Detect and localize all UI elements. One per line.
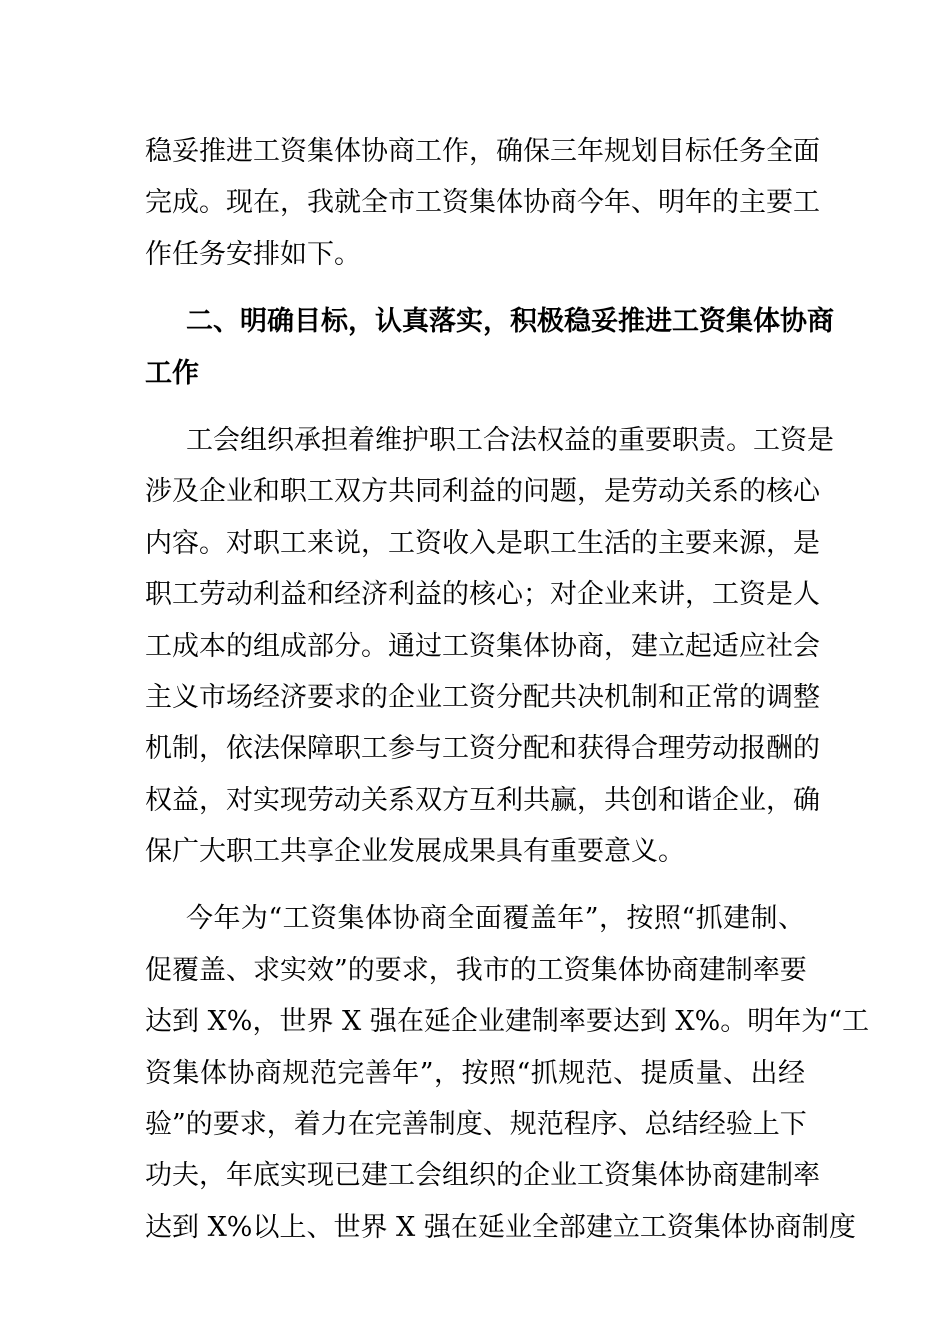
paragraph-gap (145, 877, 805, 893)
document-page (145, 126, 870, 1253)
paragraph-gap (145, 399, 805, 415)
text-line: 完成。现在，我就全市工资集体协商今年、明年的主要工 (145, 187, 820, 219)
text-line: 资集体协商规范完善年”，按照“抓规范、提质量、出经 (145, 1057, 805, 1089)
text-line: 达到 X%以上、世界 X 强在延业全部建立工资集体协商制度 (145, 1211, 856, 1243)
text-line: 权益，对实现劳动关系双方互利共赢，共创和谐企业，确 (145, 784, 820, 816)
text-line: 职工劳动利益和经济利益的核心；对企业来讲，工资是人 (145, 579, 820, 611)
section-heading (145, 296, 834, 399)
text-line: 验”的要求，着力在完善制度、规范程序、总结经验上下 (145, 1109, 807, 1141)
paragraph-1 (145, 126, 820, 280)
paragraph-2 (145, 415, 834, 878)
text-line: 达到 X%，世界 X 强在延企业建制率要达到 X%。明年为“工 (145, 1006, 870, 1038)
text-line: 促覆盖、求实效”的要求，我市的工资集体协商建制率要 (145, 954, 807, 986)
heading-line: 工作 (145, 357, 199, 389)
text-line: 工会组织承担着维护职工合法权益的重要职责。工资是 (186, 424, 834, 456)
text-line: 机制，依法保障职工参与工资分配和获得合理劳动报酬的 (145, 733, 820, 765)
text-line: 稳妥推进工资集体协商工作，确保三年规划目标任务全面 (145, 136, 820, 167)
text-line: 作任务安排如下。 (145, 238, 361, 270)
text-line: 保广大职工共享企业发展成果具有重要意义。 (145, 836, 685, 868)
paragraph-gap (145, 280, 805, 296)
text-line: 工成本的组成部分。通过工资集体协商，建立起适应社会 (145, 630, 820, 662)
text-line: 今年为“工资集体协商全面覆盖年”，按照“抓建制、 (186, 903, 805, 935)
text-line: 涉及企业和职工双方共同利益的问题，是劳动关系的核心 (145, 476, 820, 508)
text-line: 功夫，年底实现已建工会组织的企业工资集体协商建制率 (145, 1160, 820, 1192)
heading-line: 二、明确目标，认真落实，积极稳妥推进工资集体协商 (186, 306, 834, 338)
paragraph-3 (145, 893, 870, 1253)
text-line: 主义市场经济要求的企业工资分配共决机制和正常的调整 (145, 681, 820, 713)
text-line: 内容。对职工来说，工资收入是职工生活的主要来源，是 (145, 527, 820, 559)
